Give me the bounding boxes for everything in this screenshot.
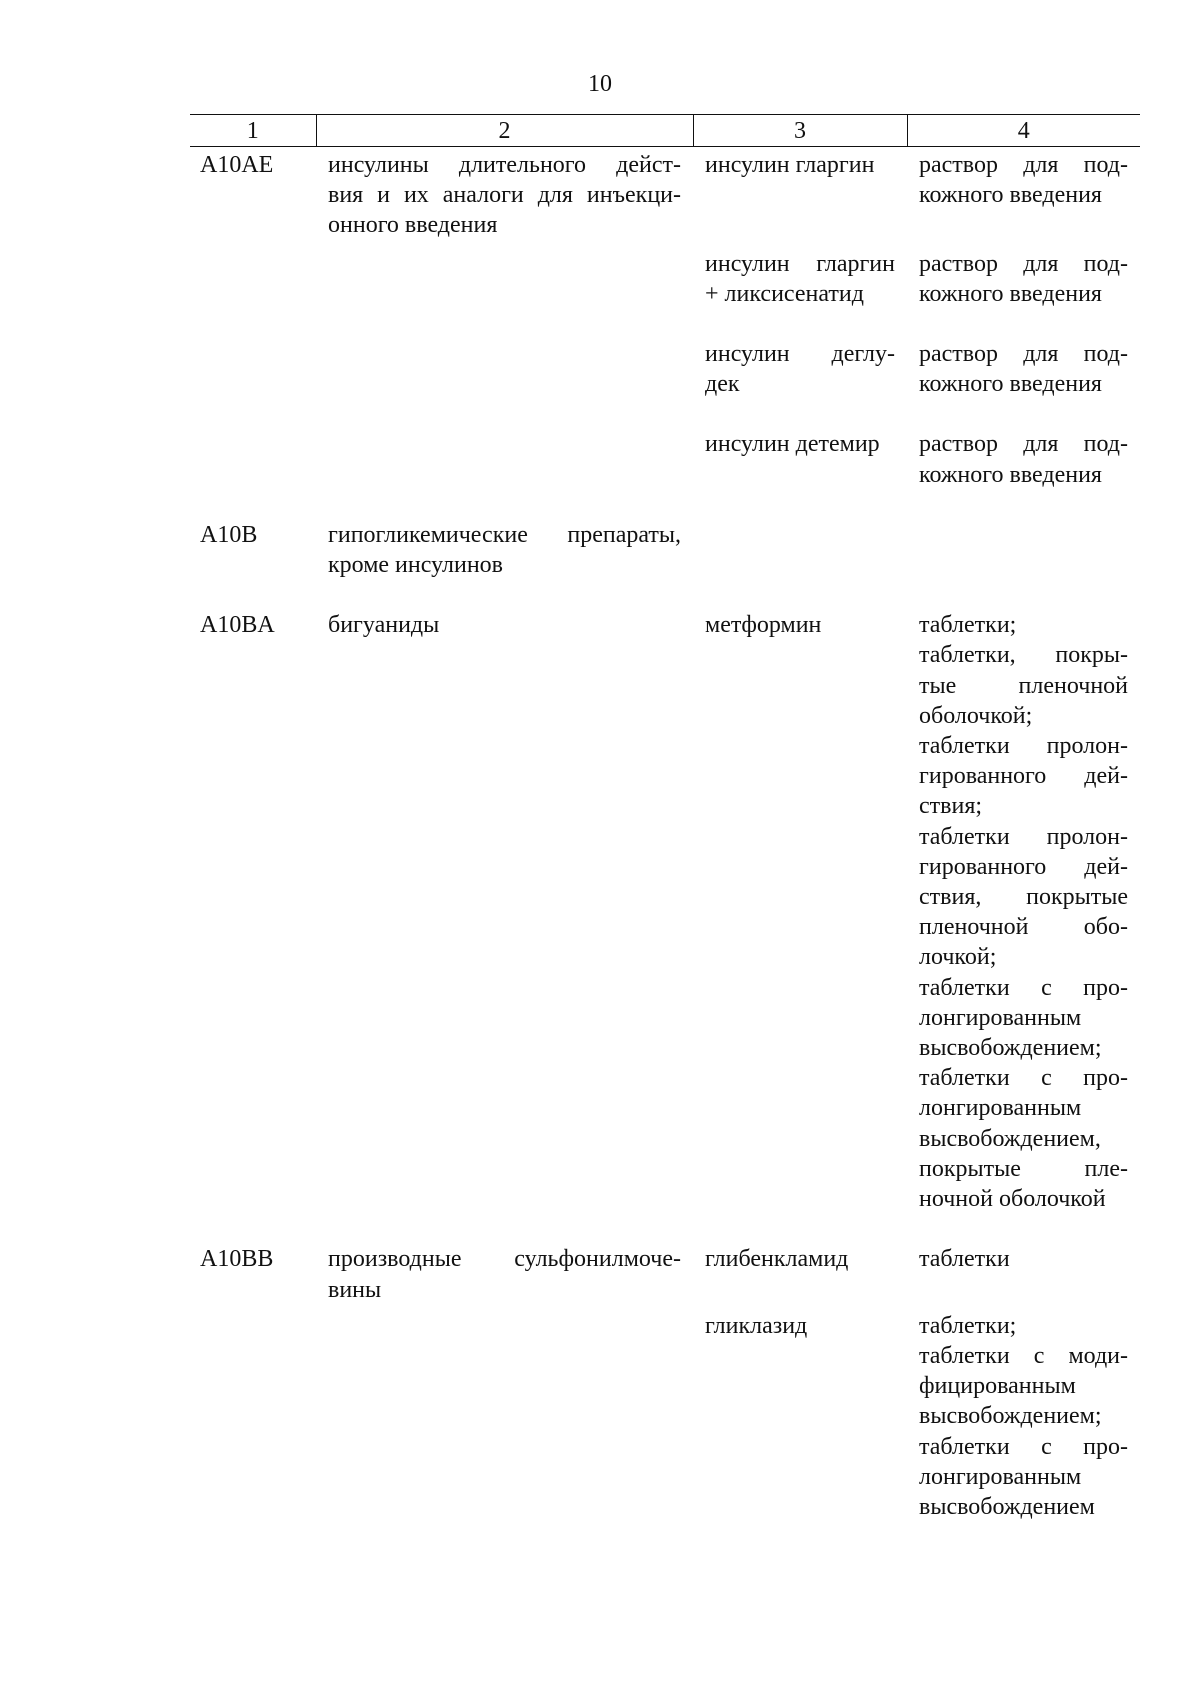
cell-text-line: высвобождением, [919, 1125, 1101, 1152]
column-header-1: 1 [190, 115, 316, 147]
table-row [190, 241, 1140, 339]
cell-text-line: метформин [705, 612, 822, 639]
cell-text-line: ствия; [919, 793, 983, 820]
dosage-form-cell [907, 241, 1140, 339]
table-body [190, 147, 1140, 1523]
group-name-cell [316, 147, 693, 241]
cell-text-line: раствор для под- [919, 341, 1128, 368]
table-row [190, 1244, 1140, 1310]
cell-text-line: инсулин детемир [705, 431, 880, 458]
column-header-2: 2 [316, 115, 693, 147]
cell-text-line: инсулин гларгин [705, 250, 895, 277]
group-name-cell [316, 1311, 693, 1522]
cell-text-line: таблетки [919, 1246, 1010, 1273]
dosage-form-cell [907, 610, 1140, 1244]
cell-text-line: кожного введения [919, 280, 1102, 307]
cell-text-line: высвобождением [919, 1493, 1095, 1520]
cell-text-line: бигуаниды [328, 612, 440, 639]
drug-name-cell [693, 610, 907, 1244]
column-header-4: 4 [907, 115, 1140, 147]
cell-text-line: ствия, покрытые [919, 884, 1128, 911]
dosage-form-cell [907, 520, 1140, 610]
cell-text-line: раствор для под- [919, 431, 1128, 458]
cell-text-line: таблетки; [919, 1312, 1017, 1339]
cell-text-line: лонгированным [919, 1004, 1082, 1031]
cell-text-line: таблетки пролон- [919, 823, 1128, 850]
drug-name-cell [693, 1311, 907, 1522]
cell-text-line: кроме инсулинов [328, 552, 504, 579]
cell-text-line: производные сульфонилмоче- [328, 1246, 681, 1273]
cell-text-line: вия и их аналоги для инъекци- [328, 182, 681, 209]
drug-table [190, 114, 1140, 1522]
dosage-form-cell [907, 429, 1140, 519]
cell-text-line: онного введения [328, 212, 498, 239]
cell-text-line: тые пленочной [919, 672, 1128, 699]
cell-text-line: лочкой; [919, 944, 997, 971]
cell-text-line: покрытые пле- [919, 1155, 1128, 1182]
table-row [190, 147, 1140, 241]
cell-text-line: дек [705, 371, 740, 398]
cell-text-line: раствор для под- [919, 152, 1128, 178]
cell-text-line: лонгированным [919, 1095, 1082, 1122]
atc-code-cell [190, 241, 316, 339]
group-name-cell [316, 520, 693, 610]
cell-text-line: вины [328, 1276, 382, 1303]
atc-code-cell: A10BB [200, 1246, 274, 1273]
drug-name-cell [693, 520, 907, 610]
drug-name-cell [693, 241, 907, 339]
cell-text-line: оболочкой; [919, 702, 1033, 729]
atc-code-cell [190, 1311, 316, 1522]
cell-text-line: таблетки пролон- [919, 733, 1128, 760]
cell-text-line: глибенкламид [705, 1246, 849, 1273]
dosage-form-cell [907, 147, 1140, 241]
cell-text-line: кожного введения [919, 371, 1102, 398]
cell-text-line: кожного введения [919, 461, 1102, 488]
drug-name-cell [693, 147, 907, 241]
drug-name-cell [693, 429, 907, 519]
cell-text-line: инсулин деглу- [705, 341, 895, 368]
page-number: 10 [588, 71, 612, 97]
table-header-row [190, 115, 1140, 147]
cell-text-line: гированного дей- [919, 763, 1128, 790]
group-name-cell [316, 1244, 693, 1310]
group-name-cell [316, 610, 693, 1244]
cell-text-line: + ликсисенатид [705, 280, 864, 307]
cell-text-line: таблетки с про- [919, 1433, 1128, 1460]
cell-text-line: ночной оболочкой [919, 1186, 1106, 1213]
atc-code-cell: A10BA [200, 612, 275, 639]
cell-text-line: гипогликемические препараты, [328, 521, 681, 548]
group-name-cell [316, 339, 693, 429]
cell-text-line: таблетки с про- [919, 1065, 1128, 1092]
cell-text-line: лонгированным [919, 1463, 1082, 1490]
dosage-form-cell [907, 339, 1140, 429]
group-name-cell [316, 429, 693, 519]
dosage-form-cell [907, 1311, 1140, 1522]
cell-text-line: раствор для под- [919, 250, 1128, 277]
cell-text-line: высвобождением; [919, 1035, 1102, 1062]
drug-name-cell [693, 339, 907, 429]
cell-text-line: гликлазид [705, 1312, 808, 1339]
drug-name-cell [693, 1244, 907, 1310]
cell-text-line: инсулин гларгин [705, 152, 875, 178]
table-row [190, 429, 1140, 519]
atc-code-cell: A10B [200, 521, 258, 548]
atc-code-cell [190, 429, 316, 519]
cell-text-line: фицированным [919, 1373, 1076, 1400]
cell-text-line: высвобождением; [919, 1403, 1102, 1430]
atc-code-cell [190, 339, 316, 429]
cell-text-line: таблетки; [919, 612, 1017, 639]
cell-text-line: таблетки с моди- [919, 1342, 1128, 1369]
table-row [190, 610, 1140, 1244]
column-header-3: 3 [693, 115, 907, 147]
table-row [190, 1311, 1140, 1522]
table-row [190, 520, 1140, 610]
group-name-cell [316, 241, 693, 339]
dosage-form-cell [907, 1244, 1140, 1310]
cell-text-line: таблетки, покры- [919, 642, 1128, 669]
cell-text-line: кожного введения [919, 182, 1102, 209]
table-row [190, 339, 1140, 429]
cell-text-line: пленочной обо- [919, 914, 1128, 941]
cell-text-line: таблетки с про- [919, 974, 1128, 1001]
cell-text-line: инсулины длительного дейст- [328, 152, 681, 178]
atc-code-cell: A10AE [200, 152, 274, 178]
cell-text-line: гированного дей- [919, 853, 1128, 880]
